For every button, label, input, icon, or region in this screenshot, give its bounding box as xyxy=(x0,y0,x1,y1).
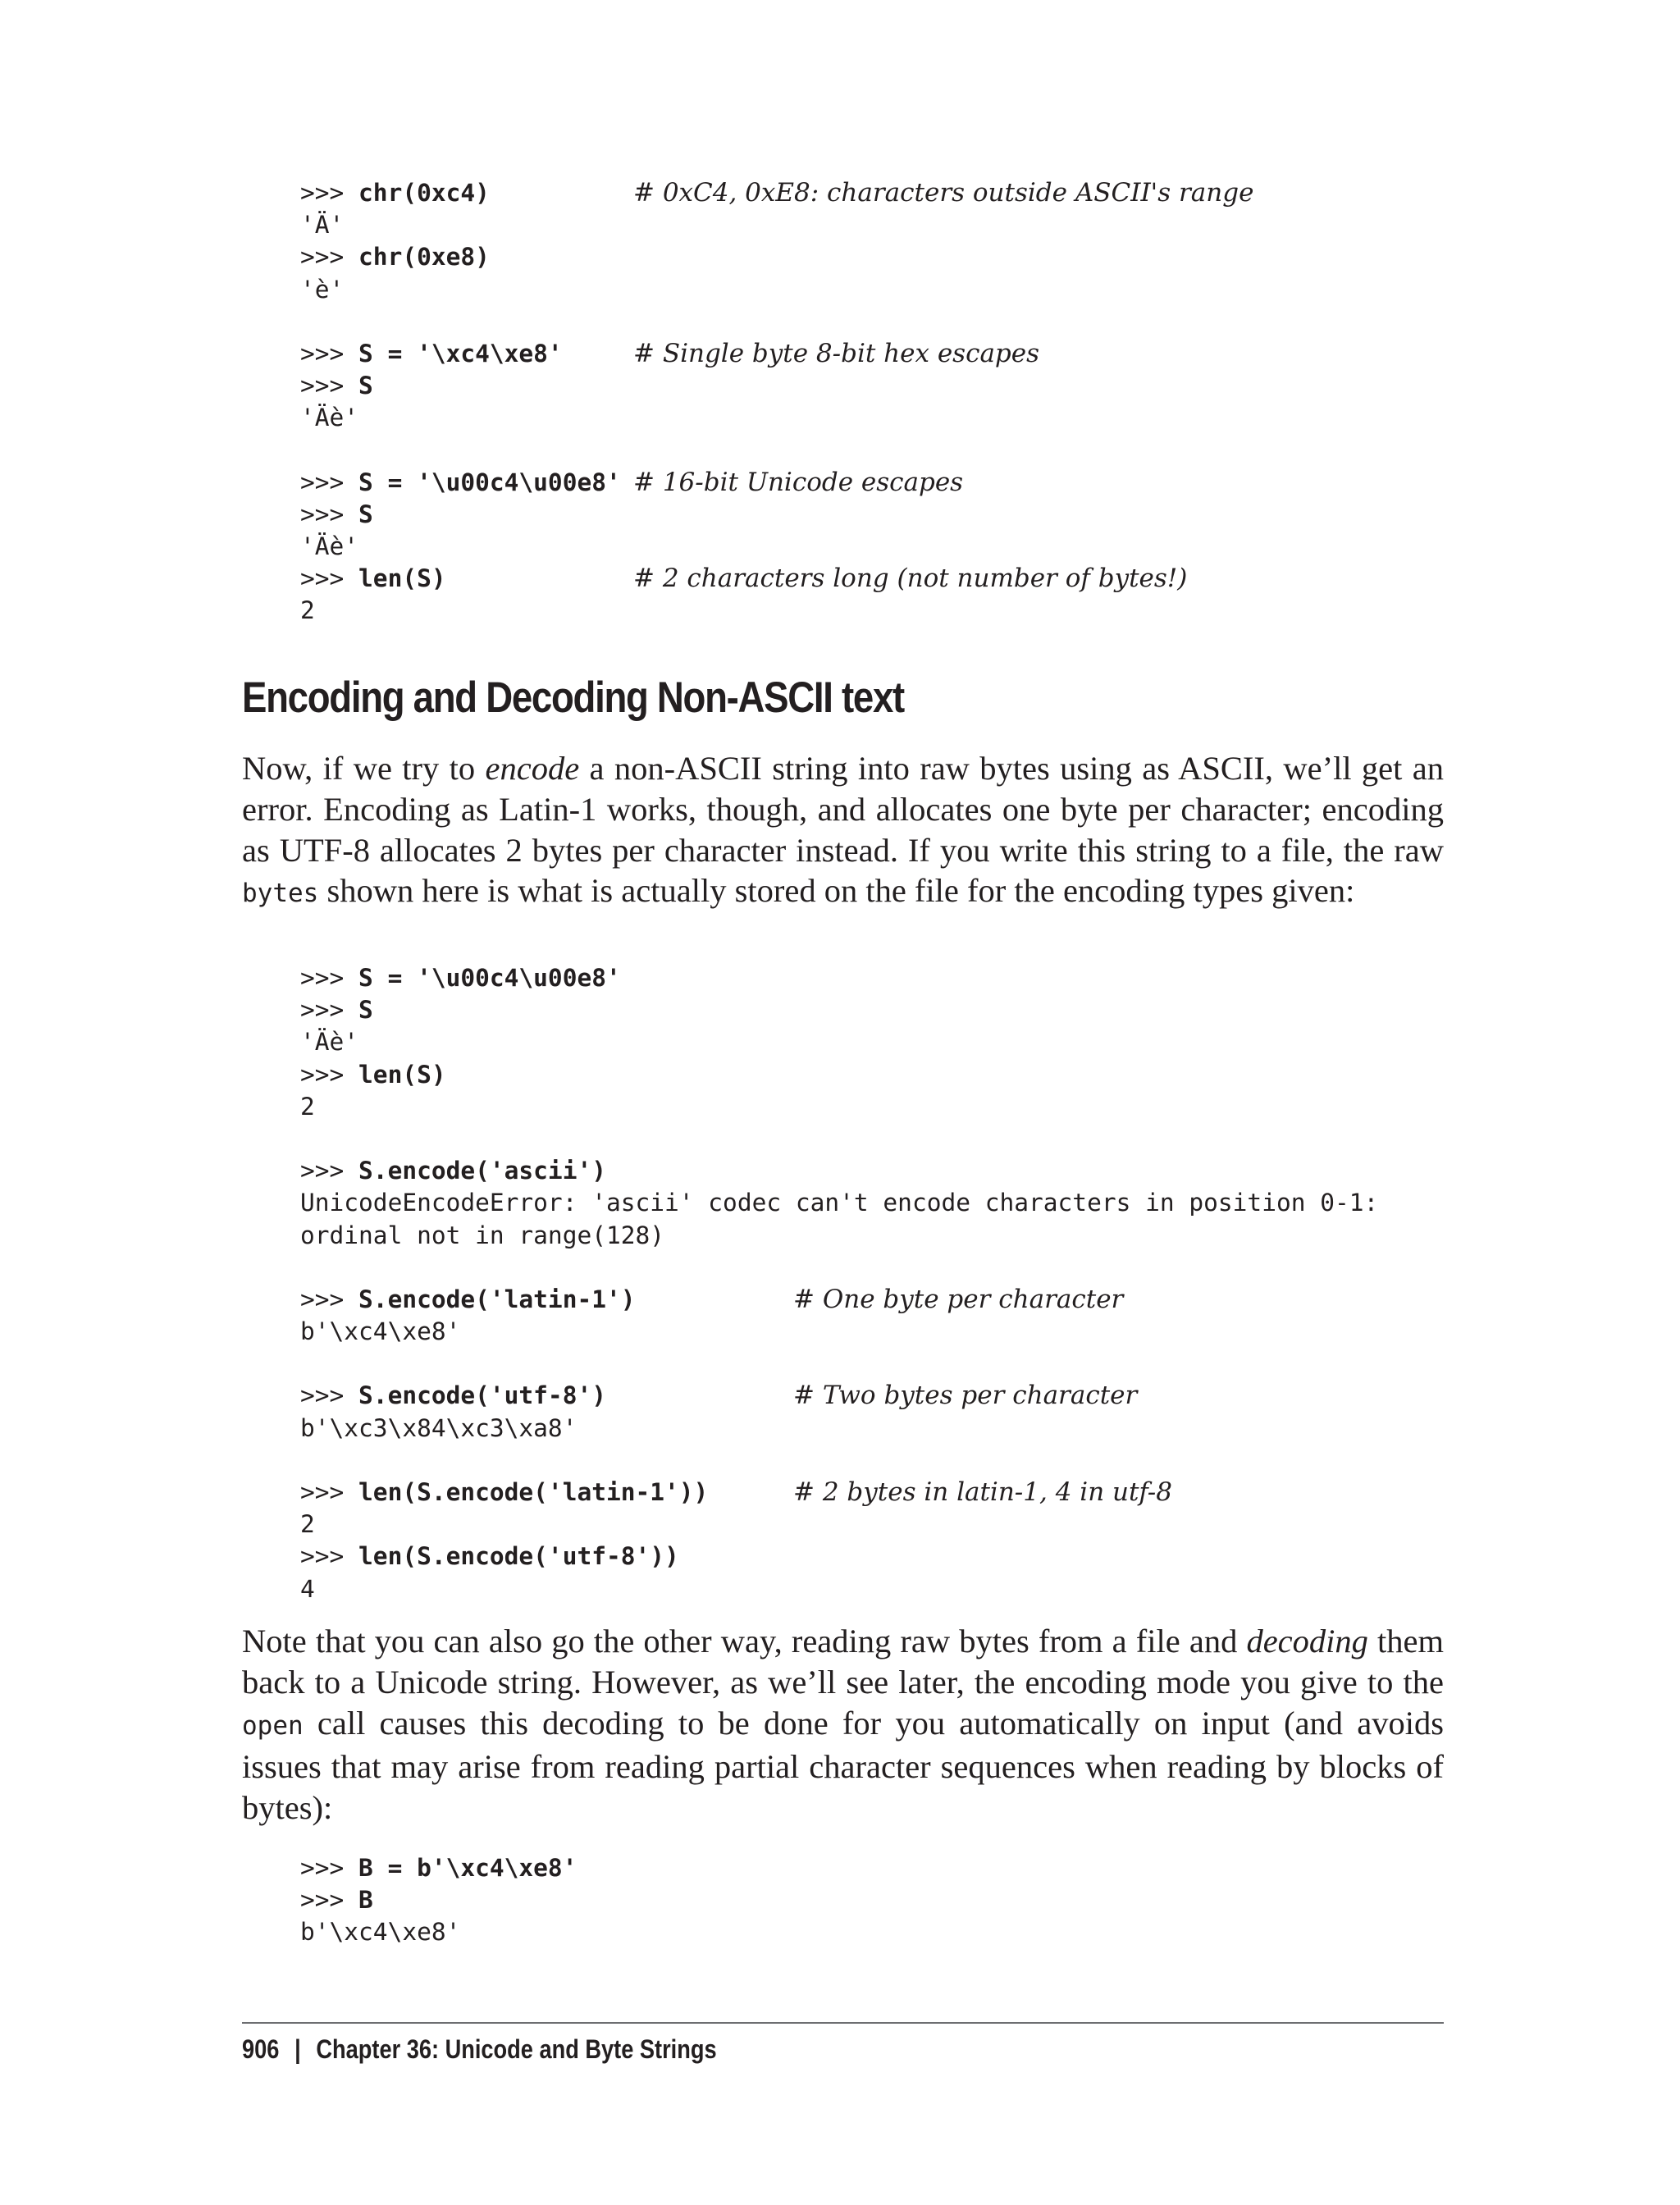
code-output: UnicodeEncodeError: 'ascii' codec can't encode characters in position 0-1: xyxy=(300,1189,1379,1217)
inline-code: open xyxy=(242,1710,304,1741)
code-comment: # 2 characters long (not number of bytes!) xyxy=(633,564,1188,594)
code-output: 'Ä' xyxy=(300,211,345,240)
code-output: 2 xyxy=(300,596,315,625)
page-number: 906 xyxy=(242,2034,280,2064)
code-prompt: >>> xyxy=(300,500,359,528)
code-command: S.encode('ascii') xyxy=(358,1157,606,1185)
code-output: b'\xc3\x84\xc3\xa8' xyxy=(300,1413,578,1442)
code-line xyxy=(300,1852,577,1884)
code-prompt: >>> xyxy=(300,1478,359,1506)
code-line xyxy=(300,306,621,338)
code-line xyxy=(300,435,621,467)
code-line xyxy=(300,962,1378,994)
code-line xyxy=(300,1380,1378,1412)
code-line xyxy=(300,1445,1378,1477)
code-line xyxy=(300,1413,1378,1445)
code-line xyxy=(300,177,1254,209)
code-command: B xyxy=(358,1886,373,1915)
code-output: 'Äè' xyxy=(300,532,359,561)
code-prompt: >>> xyxy=(300,1157,359,1185)
code-line xyxy=(300,531,621,563)
code-line xyxy=(300,563,1188,595)
code-output: b'\xc4\xe8' xyxy=(300,1317,461,1346)
code-prompt: >>> xyxy=(300,243,359,272)
code-output: 2 xyxy=(300,1510,315,1539)
code-line xyxy=(300,1884,577,1916)
code-command: S.encode('latin-1') xyxy=(358,1285,636,1313)
code-prompt: >>> xyxy=(300,996,359,1025)
code-command: len(S) xyxy=(358,564,446,593)
body-text: shown here is what is actually stored on the file for the encoding types given: xyxy=(318,872,1355,910)
code-prompt: >>> xyxy=(300,564,359,593)
code-line xyxy=(300,1155,1378,1187)
code-line xyxy=(300,1477,1378,1509)
paragraph-decoding xyxy=(242,1621,1444,1828)
code-line xyxy=(300,1091,1378,1123)
code-prompt: >>> xyxy=(300,1381,359,1410)
code-prompt: >>> xyxy=(300,339,359,368)
emphasis-text: decoding xyxy=(1246,1623,1368,1659)
code-command: B = b'\xc4\xe8' xyxy=(358,1854,578,1882)
code-comment: # Two bytes per character xyxy=(793,1381,1138,1411)
code-output: 'Äè' xyxy=(300,404,359,432)
code-block-encode xyxy=(300,962,1378,1605)
code-line xyxy=(300,1316,1378,1348)
footer-separator: | xyxy=(294,2034,301,2064)
code-output: 'Äè' xyxy=(300,1028,359,1057)
code-command: S.encode('utf-8') xyxy=(358,1381,606,1410)
code-prompt: >>> xyxy=(300,179,359,207)
code-prompt: >>> xyxy=(300,1542,359,1571)
code-line xyxy=(300,1573,1378,1605)
page-footer xyxy=(242,2034,717,2065)
code-line xyxy=(300,274,621,306)
code-prompt: >>> xyxy=(300,1886,359,1915)
code-line xyxy=(300,467,964,499)
code-line xyxy=(300,209,621,241)
code-line xyxy=(300,994,1378,1026)
code-output: 4 xyxy=(300,1574,315,1603)
code-prompt: >>> xyxy=(300,1854,359,1882)
code-command: chr(0xc4) xyxy=(358,179,490,207)
emphasis-text: encode xyxy=(485,750,580,787)
inline-code: bytes xyxy=(242,879,319,909)
footer-rule xyxy=(242,2022,1444,2024)
paragraph-encoding xyxy=(242,748,1444,915)
code-line xyxy=(300,370,621,402)
body-text: call causes this decoding to be done for you automatically on input (and avoids issues that may arise from reading partial character sequences when reading by blocks of bytes): xyxy=(242,1704,1444,1827)
code-command: len(S.encode('latin-1')) xyxy=(358,1478,709,1506)
code-comment: # 0xC4, 0xE8: characters outside ASCII's range xyxy=(633,178,1254,208)
code-line xyxy=(300,1026,1378,1058)
code-line xyxy=(300,338,1040,370)
code-line xyxy=(300,1252,1378,1284)
code-line xyxy=(300,1187,1378,1219)
code-command: S xyxy=(358,500,373,528)
code-prompt: >>> xyxy=(300,964,359,992)
code-prompt: >>> xyxy=(300,1060,359,1089)
code-command: len(S.encode('utf-8')) xyxy=(358,1542,679,1571)
code-prompt: >>> xyxy=(300,468,359,496)
code-line xyxy=(300,1123,1378,1155)
code-comment: # 2 bytes in latin-1, 4 in utf-8 xyxy=(793,1477,1173,1507)
code-output: b'\xc4\xe8' xyxy=(300,1918,461,1947)
code-line xyxy=(300,499,621,531)
code-comment: # One byte per character xyxy=(793,1284,1124,1314)
code-line xyxy=(300,1284,1378,1316)
code-line xyxy=(300,1220,1378,1252)
code-line xyxy=(300,1348,1378,1380)
code-output: 2 xyxy=(300,1092,315,1121)
code-command: len(S) xyxy=(358,1060,446,1089)
code-comment: # 16-bit Unicode escapes xyxy=(633,467,964,497)
body-text: a non-ASCII string into raw bytes using as ASCII, we’ll get an error. Encoding as Latin-1 works, though, and allocates one byte per character; encoding as UTF-8 allocates 2 bytes per character instead. If you write this string to a file, the raw xyxy=(242,750,1444,869)
code-prompt: >>> xyxy=(300,1285,359,1313)
code-line xyxy=(300,1916,577,1948)
body-text: them back to a Unicode string. However, as we’ll see later, the encoding mode you give to the xyxy=(242,1623,1445,1701)
code-command: S xyxy=(358,372,373,400)
code-line xyxy=(300,241,621,273)
code-prompt: >>> xyxy=(300,372,359,400)
chapter-title: Chapter 36: Unicode and Byte Strings xyxy=(316,2034,717,2064)
code-line xyxy=(300,1509,1378,1541)
code-line xyxy=(300,402,621,434)
code-line xyxy=(300,595,621,627)
section-heading: Encoding and Decoding Non-ASCII text xyxy=(242,673,904,722)
code-output: 'è' xyxy=(300,275,345,304)
code-command: chr(0xe8) xyxy=(358,243,490,272)
code-block-bytes xyxy=(300,1852,577,1949)
code-output: ordinal not in range(128) xyxy=(300,1221,665,1249)
code-command: S = '\u00c4\u00e8' xyxy=(358,468,621,496)
code-line xyxy=(300,1059,1378,1091)
code-command: S xyxy=(358,996,373,1025)
code-command: S = '\u00c4\u00e8' xyxy=(358,964,621,992)
code-line xyxy=(300,1541,1378,1573)
code-comment: # Single byte 8-bit hex escapes xyxy=(633,338,1040,368)
body-text: Note that you can also go the other way, reading raw bytes from a file and xyxy=(242,1623,1247,1659)
body-text: Now, if we try to xyxy=(242,750,486,787)
code-block-chr-escapes xyxy=(300,177,1254,628)
code-command: S = '\xc4\xe8' xyxy=(358,339,563,368)
